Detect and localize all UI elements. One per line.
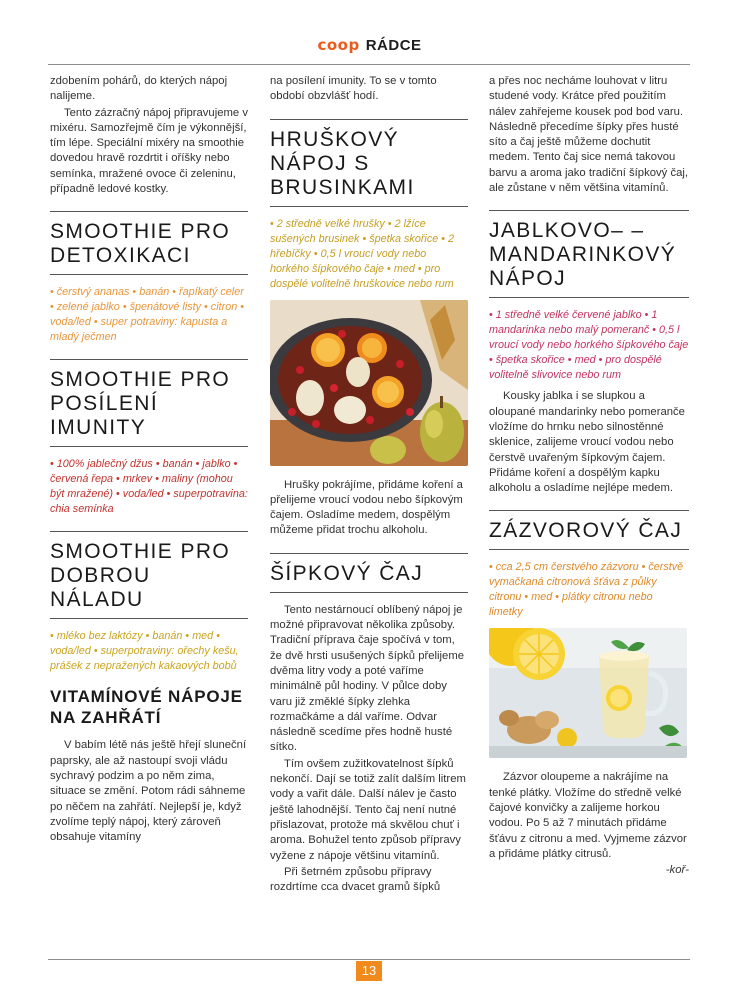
imunita-title: SMOOTHIE PRO POSÍLENÍ IMUNITY (50, 368, 231, 440)
jablkovo-text: Kousky jablka i se slupkou a oloupané mandarinky nebo pomeranče vložíme do hrnku nebo silnostěnné sklenice, zalijeme vroucí vodou nebo čerstvě uvařeným šípkovým čajem. Přidáme koření a dospělým kapku alkoholu a osladíme nejlépe medem. (489, 390, 685, 495)
footer-rule (48, 959, 690, 960)
section-rule (270, 553, 468, 554)
sipkovy-p3: Při šetrném způsobu přípravy rozdrtíme cca dvacet gramů šípků (270, 865, 441, 894)
section-rule (270, 206, 468, 207)
coop-logo (317, 36, 421, 54)
header-rule (48, 64, 690, 65)
author-signature: -koř- (665, 864, 689, 877)
col2-intro: na posílení imunity. To se v tomto období obzvlášť hodí. (270, 75, 437, 103)
ginger-tea-photo (489, 628, 687, 758)
section-rule (50, 274, 248, 275)
section-name: RÁDCE (365, 36, 422, 54)
column-2 (270, 74, 468, 896)
jablkovo-ingredients: • 1 středně velké červené jablko • 1 mandarinka nebo malý pomeranč • 0,5 l vroucí vody nebo horkého šípkového čaje • špetka skořice • med • pro dospělé volitelně slivovice nebo rum (489, 309, 689, 382)
nalada-title: SMOOTHIE PRO DOBROU NÁLADU (50, 540, 231, 612)
sipkovy-p2: Tím ovšem zužitkovatelnost šípků nekončí. Dají se totiž zalít dalším litrem vody a vařit dále. Další nálev je často ještě lahodnější. Tento čaj není nutné přislazovat, protože má skvělou chuť i aroma. Bohužel tento způsob přípravy vyžene z nápoje většinu vitamínů. (270, 757, 466, 862)
section-rule (50, 211, 248, 212)
column-1 (50, 74, 248, 846)
detox-title: SMOOTHIE PRO DETOXIKACI (50, 220, 231, 268)
section-rule (50, 531, 248, 532)
col3-intro: a přes noc necháme louhovat v litru studené vody. Krátce před použitím nálev zahřejeme kousek pod bod varu. Následně přecedíme šípky přes husté síto a čaj ještě můžeme dochutit medem. Tento čaj sice nemá takovou barvu a aroma jako tradiční šípkový čaj, ale zůstane v něm většina vitamínů. (489, 75, 689, 195)
pear-drink-photo (270, 300, 468, 466)
sipkovy-title: ŠÍPKOVÝ ČAJ (270, 561, 424, 585)
section-rule (270, 592, 468, 593)
column-3 (489, 74, 689, 880)
hruskovy-ingredients: • 2 středně velké hrušky • 2 lžíce sušených brusinek • špetka skořice • 2 hřebíčky • 0,5 l vroucí vody nebo horkého šípkového čaje • med • pro dospělé volitelně hruškovice nebo rum (270, 217, 455, 290)
nalada-ingredients: • mléko bez laktózy • banán • med • voda/led • superpotraviny: ořechy kešu, prášek z nepražených kakaových bobů (50, 630, 239, 673)
section-rule (489, 297, 689, 298)
section-rule (489, 510, 689, 511)
zazvorovy-title: ZÁZVOROVÝ ČAJ (489, 519, 683, 543)
jablkovo-title: JABLKOVO– –MANDARINKOVÝ NÁPOJ (489, 219, 677, 291)
col1-intro-p2: Tento zázračný nápoj připravujeme v mixéru. Samozřejmě čím je výkonnější, tím lépe. Speciální mixéry na smoothie dovedou hravě rozdrtit i oříšky nebo semínka, mražené ovoce či zeleninu, případně ledové kostky. (50, 106, 248, 196)
col1-intro-p1: zdobením pohárů, do kterých nápoj nalijeme. (50, 75, 228, 103)
section-rule (489, 549, 689, 550)
section-rule (270, 119, 468, 120)
page-header (0, 36, 739, 60)
hruskovy-text: Hrušky pokrájíme, přidáme koření a přelijeme vroucí vodou nebo šípkovým čajem. Osladíme medem, dospělým můžeme přidat trochu alkoholu. (270, 478, 463, 537)
detox-ingredients: • čerstvý ananas • banán • řapíkatý celer • zelené jablko • špenátové listy • citron • voda/led • super potraviny: kapusta a mladý ječmen (50, 286, 244, 344)
section-rule (50, 446, 248, 447)
section-rule (50, 359, 248, 360)
zazvorovy-ingredients: • cca 2,5 cm čerstvého zázvoru • čerstvě vymačkaná citronová šťáva z půlky citronu • med • plátky citronu nebo limetky (489, 561, 684, 619)
sipkovy-p1: Tento nestárnoucí oblíbený nápoj je možné připravovat několika způsoby. Tradiční příprava čaje spočívá v tom, že dvě hrsti usušených šípků přelijeme dvěma litry vody a poté vaříme minimálně půl hodiny. V půlce doby varu již změklé šípky zlehka rozmačkáme a dál vaříme. Odvar následně scedíme přes hodně husté sítko. (270, 603, 465, 754)
brand-name: coop (317, 36, 360, 54)
page-number: 13 (356, 961, 382, 981)
zazvorovy-text: Zázvor oloupeme a nakrájíme na tenké plátky. Vložíme do středně velké čajové konvičky a zalijeme horkou vodou. Po 5 až 7 minutách přidáme šťávu z citronu a med. Vyjmeme zázvor a přidáme plátky citrusů. (489, 771, 687, 860)
vitaminove-title: VITAMÍNOVÉ NÁPOJE NA ZAHŘÁTÍ (50, 687, 243, 728)
imunita-ingredients: • 100% jablečný džus • banán • jablko • červená řepa • mrkev • maliny (mohou být mražené) • voda/led • superpotravina: chia semínka (50, 458, 248, 516)
section-rule (50, 618, 248, 619)
vitaminove-text: V babím létě nás ještě hřejí sluneční paprsky, ale až nastoupí svoji vládu sychravý podzim a po něm zima, situace se změní. Potom rádi sáhneme po něčem na zahřátí. Nejlepší je, když zvolíme teplý nápoj, který zároveň obsahuje vitamíny (50, 739, 247, 844)
hruskovy-title: HRUŠKOVÝ NÁPOJ S BRUSINKAMI (270, 127, 415, 199)
section-rule (489, 210, 689, 211)
